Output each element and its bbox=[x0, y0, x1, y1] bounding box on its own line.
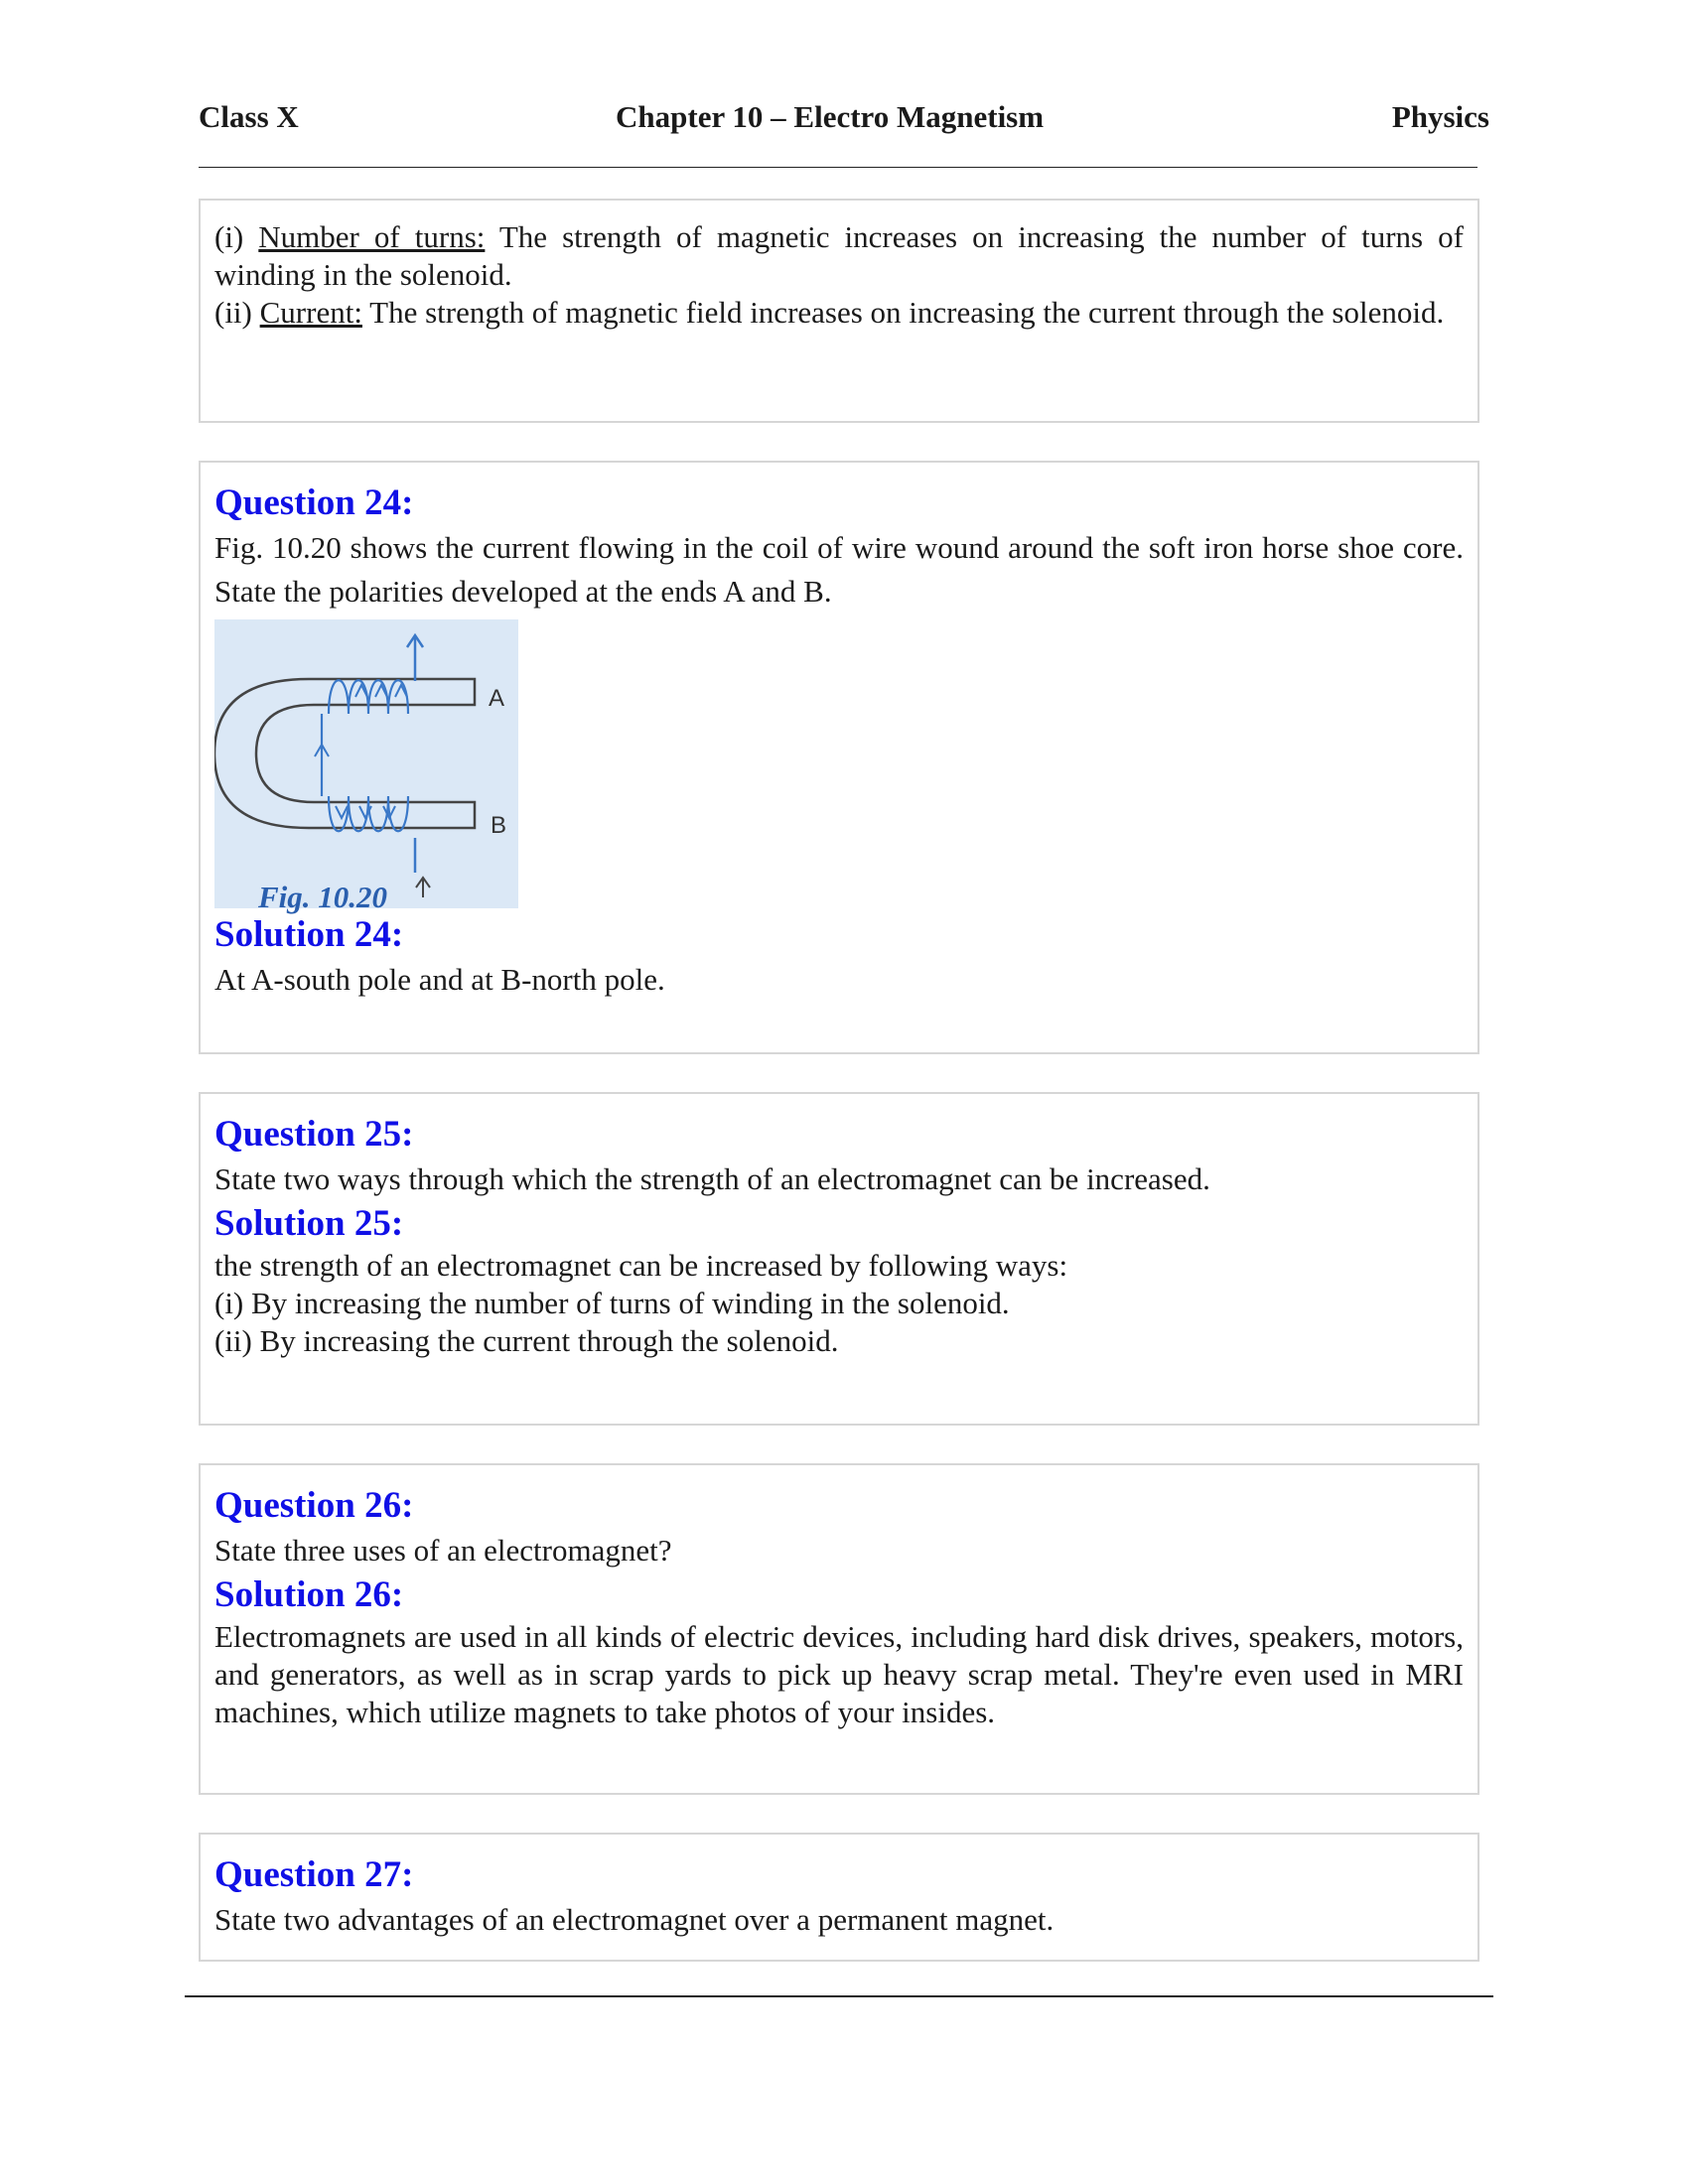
question-24-title: Question 24: bbox=[214, 482, 414, 523]
solution-25-line: (i) By increasing the number of turns of winding in the solenoid. bbox=[214, 1286, 1010, 1320]
pole-label-a: A bbox=[489, 685, 505, 712]
solution-26-title: Solution 26: bbox=[214, 1574, 404, 1615]
figure-caption: Fig. 10.20 bbox=[258, 880, 388, 914]
factor-current: (ii) Current: The strength of magnetic field increases on increasing the current through the solenoid. bbox=[214, 295, 1445, 330]
header-chapter: Chapter 10 – Electro Magnetism bbox=[616, 99, 1045, 134]
solution-24-text: At A-south pole and at B-north pole. bbox=[214, 962, 665, 997]
header-class: Class X bbox=[199, 99, 299, 134]
page-header bbox=[199, 99, 1489, 139]
question-27-text: State two advantages of an electromagnet over a permanent magnet. bbox=[214, 1902, 1055, 1937]
header-divider bbox=[199, 167, 1477, 168]
footer-divider bbox=[185, 1995, 1493, 1997]
solution-25-line: the strength of an electromagnet can be increased by following ways: bbox=[214, 1248, 1068, 1283]
header-subject: Physics bbox=[1391, 99, 1489, 134]
answer-continuation-box bbox=[199, 199, 1479, 423]
question-27-box bbox=[199, 1833, 1479, 1962]
question-25-box bbox=[199, 1092, 1479, 1426]
question-26-title: Question 26: bbox=[214, 1485, 414, 1526]
question-26-box bbox=[199, 1463, 1479, 1795]
figure-horseshoe-electromagnet bbox=[214, 619, 518, 914]
arrow-up-icon bbox=[355, 685, 407, 697]
question-24-box bbox=[199, 461, 1479, 1054]
horseshoe-diagram bbox=[214, 619, 518, 908]
question-27-title: Question 27: bbox=[214, 1854, 414, 1895]
question-25-text: State two ways through which the strength of an electromagnet can be increased. bbox=[214, 1161, 1210, 1196]
pole-label-b: B bbox=[491, 812, 507, 839]
solution-25-title: Solution 25: bbox=[214, 1203, 404, 1244]
solution-24-title: Solution 24: bbox=[214, 914, 404, 955]
question-26-text: State three uses of an electromagnet? bbox=[214, 1533, 672, 1568]
question-25-title: Question 25: bbox=[214, 1114, 414, 1155]
factor-current-label: Current: bbox=[259, 295, 362, 330]
horseshoe-core bbox=[214, 679, 475, 828]
solution-25-line: (ii) By increasing the current through the solenoid. bbox=[214, 1323, 839, 1358]
factor-turns-label: Number of turns: bbox=[258, 219, 486, 254]
question-24-text: Fig. 10.20 shows the current flowing in the coil of wire wound around the soft iron horse shoe core. State the polarities developed at the ends A and B. bbox=[214, 530, 1464, 609]
solution-26-text: Electromagnets are used in all kinds of electric devices, including hard disk drives, speakers, motors, and generators, as well as in scrap yards to pick up heavy scrap metal. They're even used in MRI machines, which utilize magnets to take photos of your insides. bbox=[214, 1619, 1464, 1729]
factor-turns: (i) Number of turns: The strength of magnetic increases on increasing the number of turns of winding in the solenoid. bbox=[214, 219, 1464, 292]
